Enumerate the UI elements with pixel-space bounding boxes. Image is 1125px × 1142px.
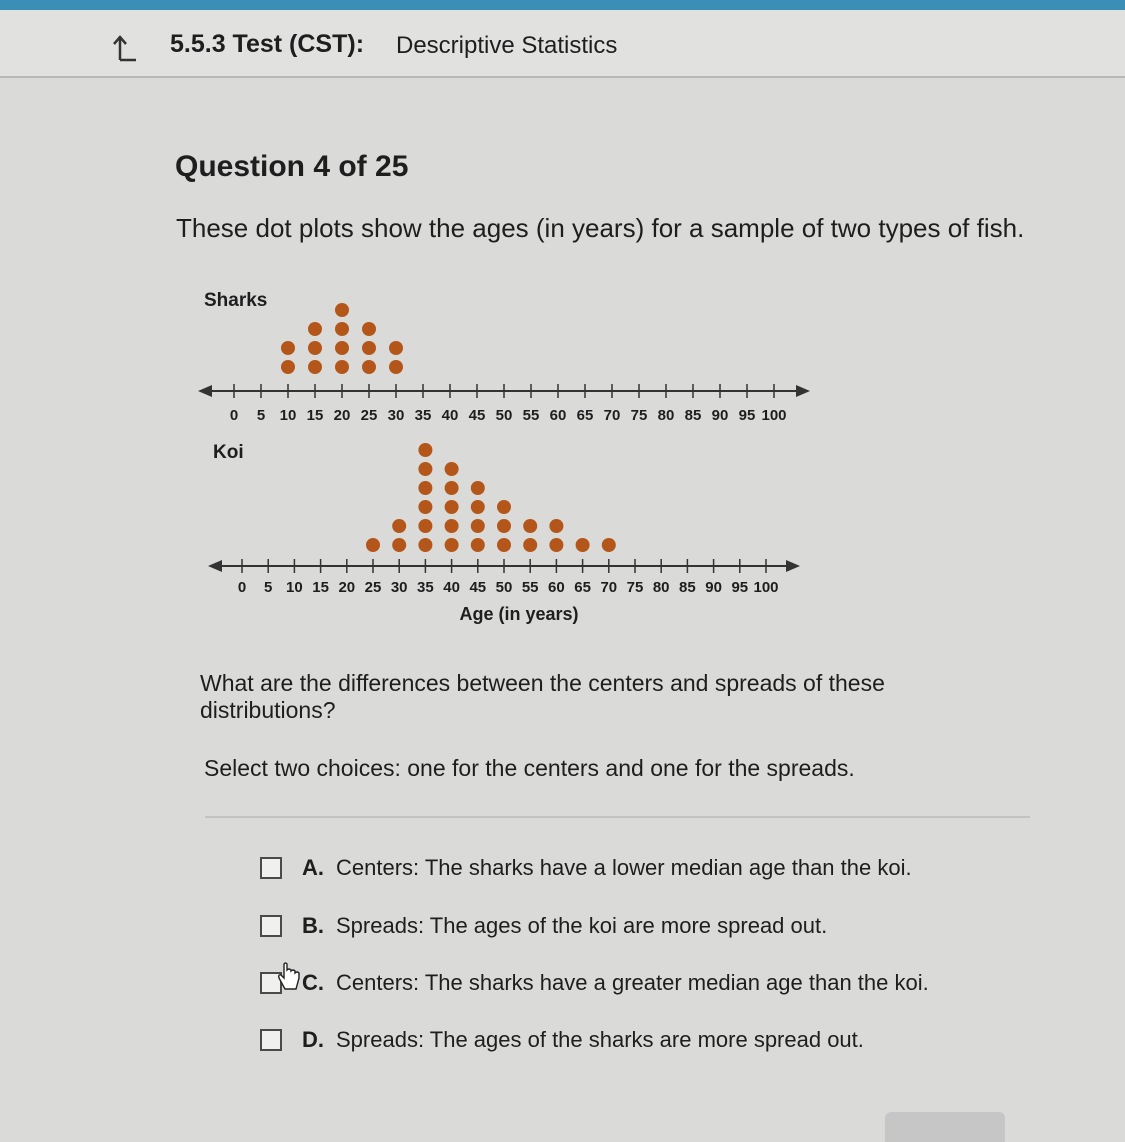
data-dot xyxy=(366,538,380,552)
choice-c-text: Centers: The sharks have a greater median age than the koi. xyxy=(336,970,929,995)
tick-label: 80 xyxy=(652,579,670,596)
x-axis-label: Age (in years) xyxy=(459,604,579,624)
tick-label: 10 xyxy=(286,579,303,596)
data-dot xyxy=(308,322,322,336)
data-dot xyxy=(335,322,349,336)
tick-label: 45 xyxy=(469,579,487,596)
tick-label: 0 xyxy=(229,407,239,424)
tick-label: 25 xyxy=(364,579,382,596)
tick-label: 50 xyxy=(495,407,513,424)
tick-label: 80 xyxy=(657,407,675,424)
test-title: Descriptive Statistics xyxy=(396,32,618,59)
tick-label: 55 xyxy=(522,407,540,424)
tick-label: 5 xyxy=(256,407,266,424)
axis-arrow-right xyxy=(796,385,810,397)
data-dot xyxy=(281,360,295,374)
tick-label: 90 xyxy=(711,407,729,424)
tick-label: 95 xyxy=(738,407,756,424)
data-dot xyxy=(335,360,349,374)
question-number: Question 4 of 25 xyxy=(175,150,409,183)
tick-label: 70 xyxy=(600,579,618,596)
data-dot xyxy=(471,538,485,552)
tick-label: 35 xyxy=(414,407,432,424)
choice-d[interactable] xyxy=(260,1027,864,1053)
data-dot xyxy=(445,519,459,533)
question-text: What are the differences between the centers and spreads of these distributions? xyxy=(200,670,885,723)
choice-a[interactable] xyxy=(260,855,912,881)
choice-b-text: Spreads: The ages of the koi are more spread out. xyxy=(336,913,828,938)
data-dot xyxy=(392,538,406,552)
tick-label: 100 xyxy=(761,407,787,424)
data-dot xyxy=(471,500,485,514)
data-dot xyxy=(362,341,376,355)
tick-label: 40 xyxy=(443,579,460,596)
data-dot xyxy=(389,341,403,355)
tick-label: 100 xyxy=(753,579,779,596)
tick-label: 30 xyxy=(390,579,408,596)
tick-label: 90 xyxy=(705,579,722,596)
choice-b-letter: B. xyxy=(302,913,324,938)
question-prompt: These dot plots show the ages (in years) for a sample of two types of fish. xyxy=(176,213,1025,243)
data-dot xyxy=(445,462,459,476)
data-dot xyxy=(602,538,616,552)
tick-label: 0 xyxy=(237,579,247,596)
data-dot xyxy=(362,322,376,336)
choice-d-text: Spreads: The ages of the sharks are more spread out. xyxy=(336,1027,864,1052)
tick-label: 55 xyxy=(521,579,539,596)
choice-a-letter: A. xyxy=(302,855,324,880)
series-label-koi: Koi xyxy=(213,442,244,463)
data-dot xyxy=(418,462,432,476)
choice-a-text: Centers: The sharks have a lower median age than the koi. xyxy=(336,855,912,880)
tick-label: 30 xyxy=(387,407,405,424)
data-dot xyxy=(308,360,322,374)
tick-label: 5 xyxy=(264,579,273,596)
data-dot xyxy=(497,519,511,533)
data-dot xyxy=(576,538,590,552)
data-dot xyxy=(389,360,403,374)
tick-label: 45 xyxy=(468,407,486,424)
data-dot xyxy=(523,519,537,533)
tick-label: 75 xyxy=(626,579,644,596)
choice-c[interactable] xyxy=(260,970,929,996)
test-code: 5.5.3 Test (CST): xyxy=(170,30,365,58)
data-dot xyxy=(418,443,432,457)
question-instruction: Select two choices: one for the centers and one for the spreads. xyxy=(204,755,855,781)
axis-arrow-right xyxy=(786,560,800,572)
tick-label: 65 xyxy=(576,407,594,424)
tick-label: 50 xyxy=(495,579,513,596)
tick-label: 20 xyxy=(338,579,356,596)
checkbox-a[interactable] xyxy=(260,857,282,879)
data-dot xyxy=(335,303,349,317)
data-dot xyxy=(497,500,511,514)
tick-label: 70 xyxy=(603,407,621,424)
data-dot xyxy=(549,519,563,533)
data-dot xyxy=(335,341,349,355)
data-dot xyxy=(445,538,459,552)
tick-label: 35 xyxy=(417,579,434,596)
tick-label: 60 xyxy=(548,579,565,596)
data-dot xyxy=(471,519,485,533)
tick-label: 20 xyxy=(333,407,351,424)
data-dot xyxy=(281,341,295,355)
checkbox-b[interactable] xyxy=(260,915,282,937)
choice-d-letter: D. xyxy=(302,1027,324,1052)
data-dot xyxy=(471,481,485,495)
choice-b[interactable] xyxy=(260,913,827,939)
tick-label: 25 xyxy=(360,407,378,424)
axis-arrow-left xyxy=(198,385,212,397)
data-dot xyxy=(497,538,511,552)
checkbox-d[interactable] xyxy=(260,1029,282,1051)
series-label-sharks: Sharks xyxy=(204,290,268,311)
next-button[interactable] xyxy=(885,1112,1005,1142)
tick-label: 40 xyxy=(441,407,459,424)
tick-label: 65 xyxy=(574,579,591,596)
tick-label: 85 xyxy=(679,579,696,596)
tick-label: 10 xyxy=(279,407,297,424)
data-dot xyxy=(445,481,459,495)
data-dot xyxy=(523,538,537,552)
data-dot xyxy=(362,360,376,374)
data-dot xyxy=(445,500,459,514)
data-dot xyxy=(418,538,432,552)
tick-label: 15 xyxy=(306,407,324,424)
tick-label: 60 xyxy=(549,407,567,424)
data-dot xyxy=(418,500,432,514)
data-dot xyxy=(308,341,322,355)
choice-c-letter: C. xyxy=(302,970,324,995)
tick-label: 75 xyxy=(630,407,648,424)
data-dot xyxy=(418,481,432,495)
data-dot xyxy=(549,538,563,552)
axis-arrow-left xyxy=(208,560,222,572)
tick-label: 15 xyxy=(312,579,329,596)
data-dot xyxy=(392,519,406,533)
tick-label: 95 xyxy=(731,579,749,596)
data-dot xyxy=(418,519,432,533)
hand-cursor-icon xyxy=(276,962,302,992)
divider xyxy=(205,816,1030,818)
tick-label: 85 xyxy=(684,407,702,424)
